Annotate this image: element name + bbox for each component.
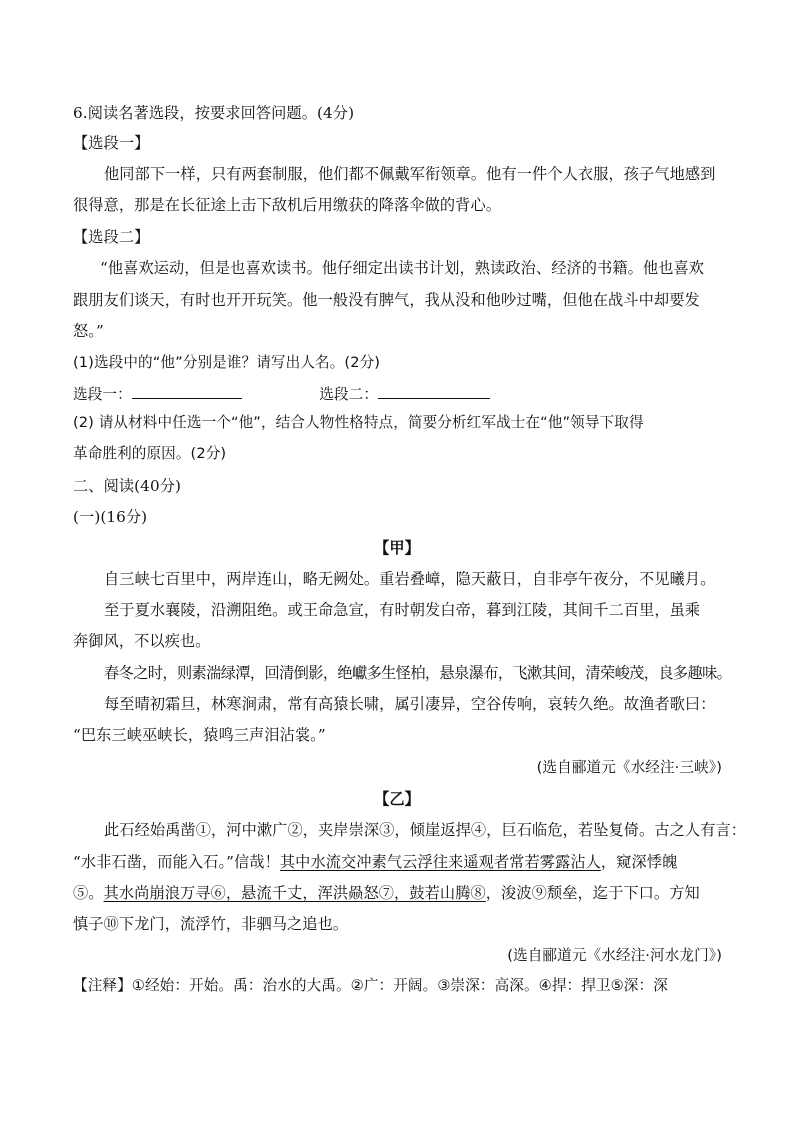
seg2-line: “他喜欢运动，但是也喜欢读书。他仔细定出读书计划，熟读政治、经济的书籍。他也喜欢 xyxy=(100,259,705,277)
seg1-line: 很得意，那是在长征途上击下敌机后用缴获的降落伞做的背心。 xyxy=(73,196,502,214)
passage-jia-line: 奔御风，不以疾也。 xyxy=(73,632,211,650)
q6-title: 6.阅读名著选段，按要求回答问题。(4分) xyxy=(73,104,355,122)
seg2-line: 怒。” xyxy=(73,322,104,340)
passage-jia-heading: 【甲】 xyxy=(374,539,420,557)
part-title: (一)(16分) xyxy=(73,508,148,526)
passage-yi-line xyxy=(73,852,723,872)
passage-jia-line: 至于夏水襄陵，沿溯阻绝。或王命急宣，有时朝发白帝，暮到江陵，其间千二百里，虽乘 xyxy=(104,601,701,619)
passage-yi-source: (选自郦道元《水经注·河水龙门》) xyxy=(507,947,722,964)
passage-jia-line: “巴东三峡巫峡长，猿鸣三声泪沾裳。” xyxy=(73,726,326,744)
seg2-heading: 【选段二】 xyxy=(73,228,150,246)
passage-jia-line: 春冬之时，则素湍绿潭，回清倒影，绝巘多生怪柏，悬泉瀑布，飞漱其间，清荣峻茂，良多趣味。 xyxy=(104,664,732,682)
passage-yi-heading: 【乙】 xyxy=(374,790,420,808)
underlined-sentence: 其中水流交冲素气云浮往来遥观者常若雾露沾人 xyxy=(279,853,601,871)
answer-label-1: 选段一： xyxy=(73,386,132,403)
annotation-line: 【注释】①经始：开始。禹：治水的大禹。②广：开阔。③崇深：高深。④捍：捍卫⑤深：深 xyxy=(73,977,668,994)
answer-row xyxy=(73,383,723,405)
answer-label-2: 选段二： xyxy=(319,386,379,403)
passage-yi-text: ⑤。 xyxy=(73,884,104,902)
passage-yi-text: ，窥深悸魄 xyxy=(600,853,678,871)
passage-yi-line: 慎子⑩下龙门，流浮竹，非驷马之追也。 xyxy=(73,915,349,933)
seg1-line: 他同部下一样，只有两套制服，他们都不佩戴军衔领章。他有一件个人衣服，孩子气地感到 xyxy=(104,165,716,183)
seg2-line: 跟朋友们谈天，有时也开开玩笑。他一般没有脾气，我从没和他吵过嘴，但他在战斗中却要发 xyxy=(73,291,700,309)
passage-yi-text: “水非石凿，而能入石。”信哉！ xyxy=(73,853,280,871)
passage-yi-text: ，浚波⑨颓垒，迄于下口。方知 xyxy=(485,884,700,902)
seg1-heading: 【选段一】 xyxy=(73,134,150,152)
passage-yi-line: 此石经始禹凿①，河中漱广②，夹岸崇深③，倾崖返捍④，巨石临危，若坠复倚。古之人有言： xyxy=(104,821,747,839)
underlined-sentence: 其水尚崩浪万寻⑥，悬流千丈，浑洪赑怒⑦，鼓若山腾⑧ xyxy=(103,884,486,902)
subquestion-2-line: (2) 请从材料中任选一个“他”，结合人物性格特点，简要分析红军战士在“他”领导下取得 xyxy=(73,414,644,431)
passage-jia-source: (选自郦道元《水经注·三峡》) xyxy=(536,759,722,776)
section-title: 二、阅读(40分) xyxy=(73,477,182,495)
passage-jia-line: 每至晴初霜旦，林寒涧肃，常有高猿长啸，属引凄异，空谷传响，哀转久绝。故渔者歌曰： xyxy=(104,695,716,713)
passage-yi-line xyxy=(73,883,723,903)
subquestion-2-line: 革命胜利的原因。(2分) xyxy=(73,445,227,462)
answer-blank-1[interactable] xyxy=(132,383,242,399)
passage-jia-line: 自三峡七百里中，两岸连山，略无阙处。重岩叠嶂，隐天蔽日，自非亭午夜分，不见曦月。 xyxy=(104,570,716,588)
subquestion-1: (1)选段中的“他”分别是谁？请写出人名。(2分) xyxy=(73,354,381,371)
answer-blank-2[interactable] xyxy=(378,383,490,399)
